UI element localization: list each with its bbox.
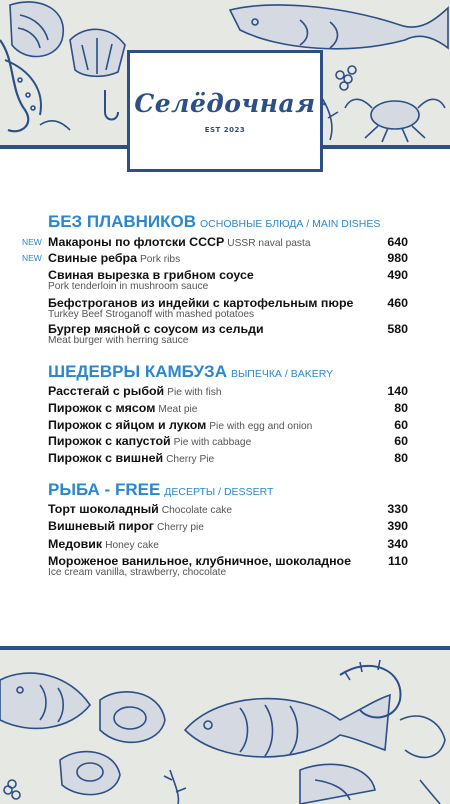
new-badge: NEW — [22, 253, 42, 263]
item-price: 340 — [387, 537, 408, 551]
item-price: 390 — [387, 519, 408, 533]
item-price: 980 — [387, 251, 408, 265]
item-name-en: Cherry pie — [156, 522, 204, 533]
bottom-decorative-banner — [0, 646, 450, 804]
item-name-ru: Свиные ребра — [48, 251, 137, 265]
item-name-ru: Пирожок с яйцом и луком — [48, 418, 207, 432]
item-name-ru: Вишневый пирог — [48, 519, 154, 533]
section-title: ШЕДЕВРЫ КАМБУЗА — [48, 362, 227, 381]
item-name-ru: Расстегай с рыбой — [48, 384, 165, 398]
item-name: Бефстроганов из индейки с картофельным пюре — [48, 296, 354, 310]
new-badge: NEW — [22, 237, 42, 247]
item-name-ru: Пирожок с капустой — [48, 434, 171, 448]
section-title: БЕЗ ПЛАВНИКОВ — [48, 212, 197, 231]
item-price: 140 — [387, 384, 408, 398]
item-name-ru: Макароны по флотски СССР — [48, 235, 225, 249]
item-name-en: Meat pie — [158, 404, 198, 415]
item-price: 80 — [394, 451, 408, 465]
seafood-illustration-bottom — [0, 650, 450, 804]
item-name — [48, 537, 159, 551]
item-name-ru: Торт шоколадный — [48, 502, 159, 516]
item-price: 80 — [394, 401, 408, 415]
item-description: Meat burger with herring sauce — [48, 335, 189, 346]
item-name-ru: Пирожок с мясом — [48, 401, 156, 415]
item-name — [48, 251, 180, 265]
section-header — [48, 480, 273, 500]
item-name: Бургер мясной с соусом из сельди — [48, 322, 264, 336]
restaurant-logo-name: Селёдочная — [134, 89, 316, 118]
item-name-en: Chocolate cake — [161, 505, 233, 516]
item-price: 330 — [387, 502, 408, 516]
item-name-en: Pie with fish — [167, 387, 222, 398]
item-description: Ice cream vanilla, strawberry, chocolate — [48, 567, 227, 578]
item-name: Мороженое ванильное, клубничное, шоколадное — [48, 554, 352, 568]
item-name — [48, 434, 251, 448]
item-name-en: Pork ribs — [140, 254, 181, 265]
item-price: 640 — [387, 235, 408, 249]
item-name — [48, 418, 312, 432]
item-name — [48, 235, 311, 249]
item-description: Pork tenderloin in mushroom sauce — [48, 281, 209, 292]
item-name-en: Pie with cabbage — [173, 437, 252, 448]
logo-card — [127, 50, 323, 172]
item-name-en: Honey cake — [105, 540, 159, 551]
item-name — [48, 401, 197, 415]
item-name: Свиная вырезка в грибном соусе — [48, 268, 254, 282]
section-title: РЫБА - FREE — [48, 480, 161, 499]
established-year: EST 2023 — [204, 126, 246, 134]
section-subtitle: ОСНОВНЫЕ БЛЮДА / MAIN DISHES — [200, 218, 381, 230]
item-price: 460 — [387, 296, 408, 310]
item-price: 580 — [387, 322, 408, 336]
item-name-ru: Медовик — [48, 537, 103, 551]
item-name-en: Pie with egg and onion — [209, 421, 313, 432]
item-price: 490 — [387, 268, 408, 282]
section-header — [48, 212, 380, 232]
item-name-ru: Пирожок с вишней — [48, 451, 164, 465]
item-name-en: USSR naval pasta — [227, 238, 311, 249]
item-price: 60 — [394, 418, 408, 432]
item-name — [48, 451, 214, 465]
item-price: 60 — [394, 434, 408, 448]
item-name — [48, 502, 232, 516]
item-price: 110 — [388, 554, 408, 568]
section-header — [48, 362, 333, 382]
item-name-en: Cherry Pie — [166, 454, 215, 465]
item-name — [48, 519, 204, 533]
section-subtitle: ДЕСЕРТЫ / DESSERT — [164, 486, 274, 498]
item-name — [48, 384, 222, 398]
section-subtitle: ВЫПЕЧКА / BAKERY — [230, 368, 334, 380]
item-description: Turkey Beef Stroganoff with mashed potatoes — [48, 309, 255, 320]
